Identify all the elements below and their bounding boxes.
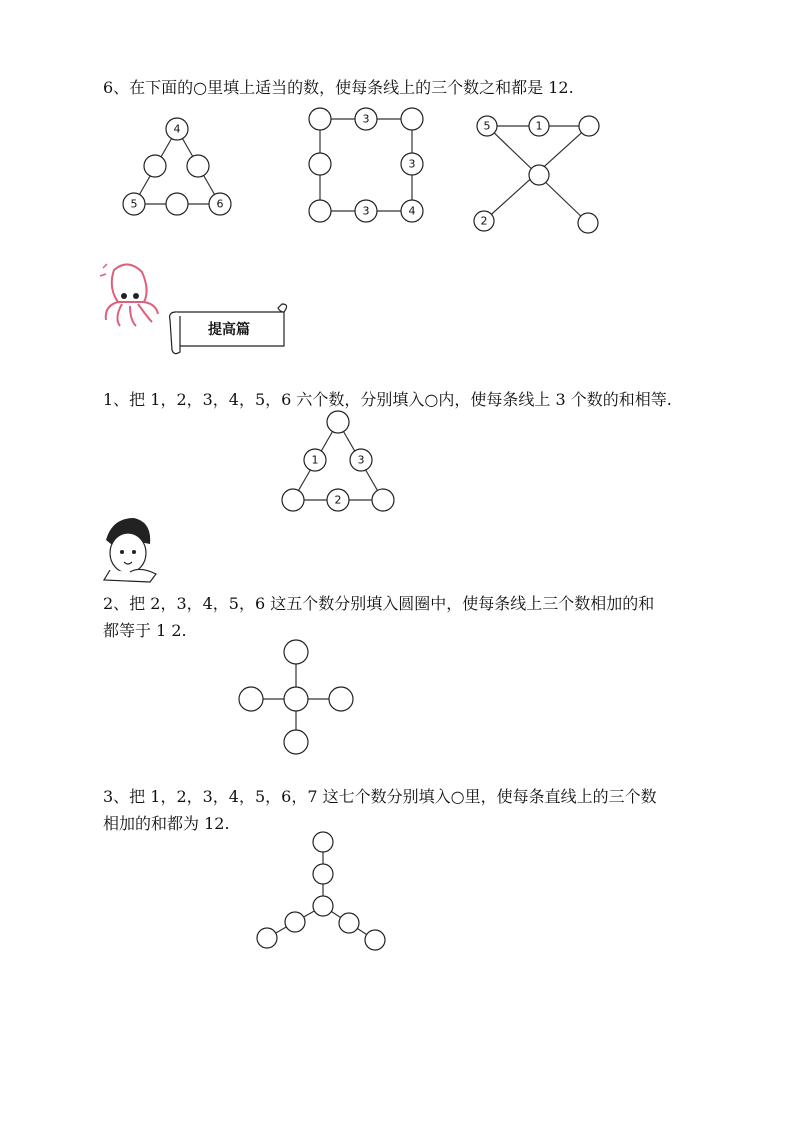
diagram-6c-cross	[474, 116, 599, 233]
circle-node[interactable]	[309, 153, 331, 175]
question-2-line-1: 2、把 2，3，4，5，6 这五个数分别填入圆圈中，使每条线上三个数相加的和	[103, 594, 655, 613]
node-number: 1	[311, 453, 319, 467]
diagram-1-triangle	[282, 411, 394, 511]
question-1	[103, 386, 753, 413]
section-banner	[170, 304, 287, 354]
circle-node[interactable]	[284, 687, 308, 711]
node-number: 6	[216, 197, 224, 211]
node-number: 3	[408, 157, 416, 171]
circle-node[interactable]	[339, 913, 359, 933]
boy-mascot-icon	[104, 518, 156, 582]
circle-node[interactable]	[239, 687, 263, 711]
diagram-6b-square	[309, 108, 423, 222]
circle-node[interactable]	[365, 930, 385, 950]
question-3-line-1: 3、把 1，2，3，4，5，6，7 这七个数分别填入○里，使每条直线上的三个数	[103, 787, 657, 806]
circle-node[interactable]	[257, 928, 277, 948]
circle-node[interactable]	[529, 165, 549, 185]
node-number: 1	[535, 119, 543, 133]
question-2	[103, 590, 753, 644]
circle-node[interactable]	[401, 108, 423, 130]
node-number: 3	[357, 453, 365, 467]
circle-node[interactable]	[166, 193, 188, 215]
circle-node[interactable]	[309, 200, 331, 222]
circle-node[interactable]	[578, 213, 598, 233]
question-1-text: 1、把 1，2，3，4，5，6 六个数，分别填入○内，使每条线上 3 个数的和相等.	[103, 390, 672, 409]
node-number: 3	[362, 204, 370, 218]
circle-node[interactable]	[309, 108, 331, 130]
circle-node[interactable]	[285, 912, 305, 932]
diagram-2-plus	[239, 640, 353, 754]
node-number: 4	[173, 122, 181, 136]
question-2-line-2: 都等于 1 2.	[103, 621, 187, 640]
circle-node[interactable]	[329, 687, 353, 711]
circle-node[interactable]	[313, 896, 333, 916]
circle-node[interactable]	[579, 116, 599, 136]
circle-node[interactable]	[372, 489, 394, 511]
circle-node[interactable]	[327, 411, 349, 433]
question-3	[103, 783, 753, 837]
question-3-line-2: 相加的和都为 12.	[103, 814, 230, 833]
diagram-3-star	[257, 832, 385, 950]
circle-node[interactable]	[187, 155, 209, 177]
section-title: 提高篇	[208, 322, 250, 338]
node-number: 4	[408, 204, 416, 218]
node-number: 2	[334, 493, 342, 507]
circle-node[interactable]	[313, 864, 333, 884]
node-number: 3	[362, 112, 370, 126]
squid-mascot-icon	[100, 264, 158, 326]
question-6-text: 6、在下面的○里填上适当的数，使每条线上的三个数之和都是 12.	[103, 78, 574, 97]
node-number: 2	[480, 214, 488, 228]
node-number: 5	[483, 119, 491, 133]
diagram-6a-triangle	[123, 118, 231, 215]
circle-node[interactable]	[144, 155, 166, 177]
node-number: 5	[130, 197, 138, 211]
circle-node[interactable]	[284, 730, 308, 754]
circle-node[interactable]	[282, 489, 304, 511]
